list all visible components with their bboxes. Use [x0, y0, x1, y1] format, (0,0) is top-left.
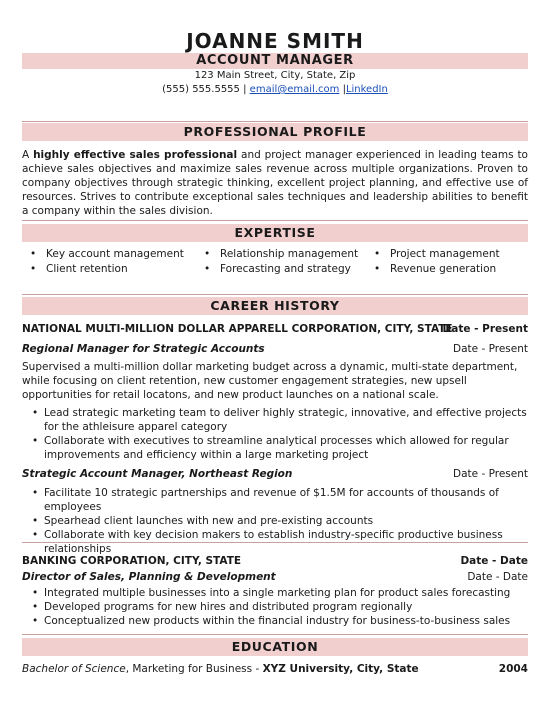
section-rule	[22, 634, 528, 635]
job-title-band: ACCOUNT MANAGER	[22, 53, 528, 69]
school: XYZ University, City, State	[262, 663, 419, 675]
list-item: • Facilitate 10 strategic partnerships and revenue of $1.5M for accounts of thousands of employees	[22, 486, 528, 514]
role-bullets	[22, 586, 528, 628]
role-dates: Date - Present	[453, 468, 528, 480]
role-title: Director of Sales, Planning & Development	[22, 571, 276, 583]
linkedin-link[interactable]: LinkedIn	[345, 84, 388, 95]
role-header	[22, 342, 528, 356]
list-item: • Collaborate with executives to streamline analytical processes which allowed for regular improvements and efficiency within a large marketing project	[22, 434, 528, 462]
education-entry	[22, 662, 528, 676]
expertise-item: • Revenue generation	[374, 262, 500, 277]
section-rule	[22, 220, 528, 221]
section-heading-profile: PROFESSIONAL PROFILE	[22, 123, 528, 141]
expertise-column	[204, 247, 358, 277]
list-item: • Spearhead client launches with new and pre-existing accounts	[22, 514, 528, 528]
field: , Marketing for Business -	[125, 663, 263, 675]
expertise-column	[30, 247, 184, 277]
list-item: • Conceptualized new products within the financial industry for business-to-business sales	[22, 614, 528, 628]
company-name: NATIONAL MULTI-MILLION DOLLAR APPARELL CORPORATION, CITY, STATE	[22, 323, 453, 335]
section-heading-career: CAREER HISTORY	[22, 297, 528, 315]
profile-highlight: highly effective sales professional	[33, 149, 238, 161]
role-summary: Supervised a multi-million dollar marketing budget across a dynamic, multi-state department, while focusing on client retention, new customer engagement strategies, new upsell opportunities for retail locatons, and new product launches on a national scale.	[22, 361, 518, 401]
role-header	[22, 570, 528, 584]
expertise-item: • Project management	[374, 247, 500, 262]
job-divider	[22, 542, 528, 543]
graduation-year: 2004	[498, 663, 528, 675]
section-rule	[22, 294, 528, 295]
role-header	[22, 467, 528, 481]
job-dates: Date - Present	[442, 323, 528, 335]
section-rule	[22, 121, 528, 122]
section-heading-expertise: EXPERTISE	[22, 224, 528, 242]
job-header	[22, 322, 528, 336]
section-heading-education: EDUCATION	[22, 638, 528, 656]
list-item: • Integrated multiple businesses into a single marketing plan for product sales forecasting	[22, 586, 528, 600]
expertise-column	[374, 247, 500, 277]
list-item: • Collaborate with key decision makers to establish industry-specific productive business relationships	[22, 528, 528, 556]
list-item: • Developed programs for new hires and distributed program regionally	[22, 600, 528, 614]
role-dates: Date - Present	[453, 343, 528, 355]
degree: Bachelor of Science	[22, 663, 126, 675]
role-title: Strategic Account Manager, Northeast Region	[22, 468, 293, 480]
company-name: BANKING CORPORATION, CITY, STATE	[22, 555, 242, 567]
role-bullets	[22, 406, 528, 462]
email-link[interactable]: email@email.com	[249, 84, 340, 95]
role-dates: Date - Date	[467, 571, 528, 583]
phone: (555) 555.5555	[162, 84, 240, 95]
candidate-name: JOANNE SMITH	[186, 29, 364, 53]
expertise-item: • Client retention	[30, 262, 184, 277]
role-title: Regional Manager for Strategic Accounts	[22, 343, 265, 355]
expertise-item: • Forecasting and strategy	[204, 262, 358, 277]
expertise-item: • Relationship management	[204, 247, 358, 262]
expertise-item: • Key account management	[30, 247, 184, 262]
role-bullets	[22, 486, 528, 556]
separator: |	[342, 84, 346, 95]
profile-summary	[22, 148, 528, 218]
profile-text: and project manager experienced in leading teams to achieve sales objectives and maximize sales revenue across multiple organizations. Proven to company objectives through strategic thinking, excellent project planning, and effective use of resources. Strives to contribute exceptional sales techniques and leadership abilities to benefit a company within the sales division.	[22, 149, 528, 217]
separator: |	[243, 84, 247, 95]
education-text	[22, 662, 419, 676]
contact-line	[0, 84, 550, 95]
job-header	[22, 554, 528, 568]
list-item: • Lead strategic marketing team to deliver highly strategic, innovative, and effective projects for the athleisure apparel category	[22, 406, 528, 434]
address: 123 Main Street, City, State, Zip	[194, 70, 356, 81]
profile-lead: A	[22, 149, 34, 161]
job-dates: Date - Date	[460, 555, 528, 567]
